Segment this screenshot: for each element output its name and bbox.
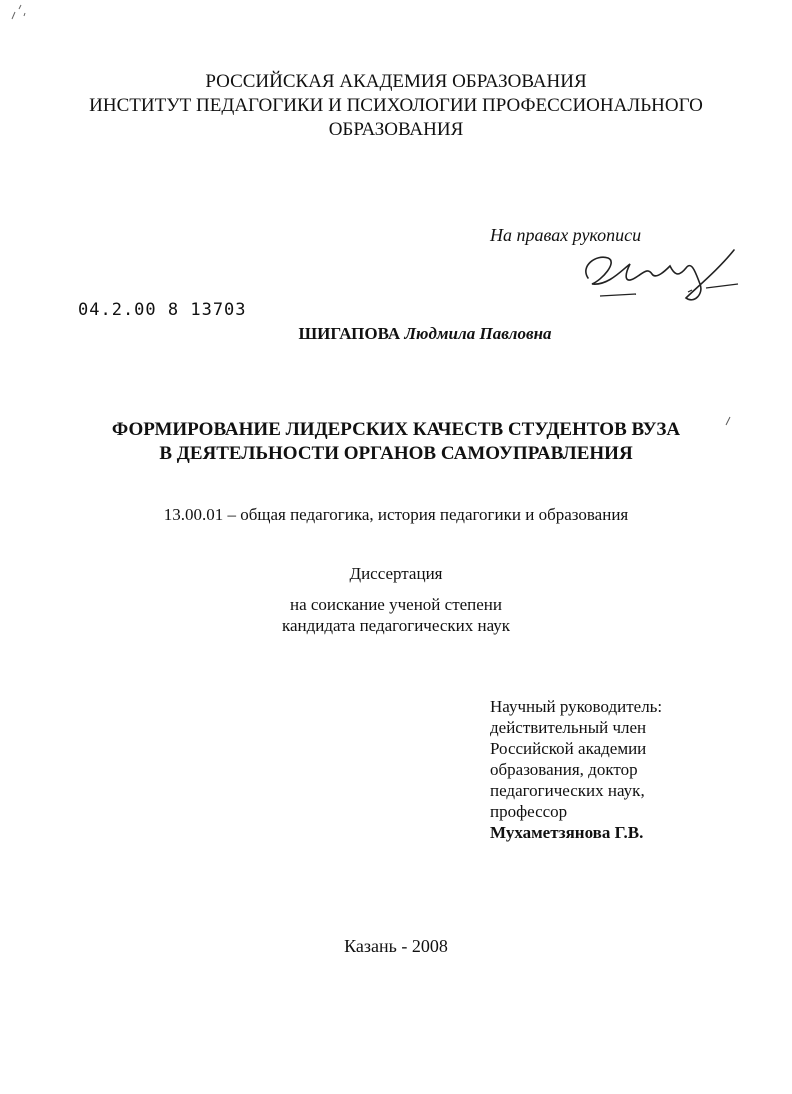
supervisor-line-6: профессор — [490, 802, 568, 821]
degree-statement — [0, 594, 792, 636]
supervisor-name: Мухаметзянова Г.В. — [490, 823, 644, 842]
degree-line-2: кандидата педагогических наук — [281, 616, 511, 635]
handwritten-signature — [578, 240, 748, 310]
header-line-3: ОБРАЗОВАНИЯ — [328, 119, 464, 140]
specialty-code: 13.00.01 – общая педагогика, история педагогики и образования — [163, 505, 629, 524]
dissertation-title — [0, 418, 792, 466]
author-name — [0, 324, 792, 344]
supervisor-block — [490, 696, 750, 843]
author-given-names: Людмила Павловна — [404, 324, 552, 343]
degree-line-1: на соискание ученой степени — [289, 595, 503, 614]
supervisor-line-4: образования, доктор — [490, 760, 638, 779]
city-year: Казань - 2008 — [344, 936, 448, 956]
supervisor-line-2: действительный член — [490, 718, 647, 737]
supervisor-line-5: педагогических наук, — [490, 781, 645, 800]
author-surname: ШИГАПОВА — [298, 324, 401, 343]
scan-speck-mark — [9, 3, 31, 21]
header-line-2: ИНСТИТУТ ПЕДАГОГИКИ И ПСИХОЛОГИИ ПРОФЕССИОНАЛЬНОГО — [89, 95, 703, 116]
supervisor-line-3: Российской академии — [490, 739, 647, 758]
supervisor-line-1: Научный руководитель: — [490, 697, 663, 716]
header-line-1: РОССИЙСКАЯ АКАДЕМИЯ ОБРАЗОВАНИЯ — [205, 71, 587, 92]
institution-header — [0, 70, 792, 142]
scan-tick-mark — [725, 416, 731, 426]
manuscript-rights-note: На правах рукописи — [490, 225, 642, 245]
archive-stamp-number: 04.2.00 8 13703 — [78, 300, 247, 320]
title-line-1: ФОРМИРОВАНИЕ ЛИДЕРСКИХ КАЧЕСТВ СТУДЕНТОВ ВУЗА — [111, 419, 681, 440]
title-line-2: В ДЕЯТЕЛЬНОСТИ ОРГАНОВ САМОУПРАВЛЕНИЯ — [159, 443, 633, 464]
document-type: Диссертация — [349, 564, 443, 583]
